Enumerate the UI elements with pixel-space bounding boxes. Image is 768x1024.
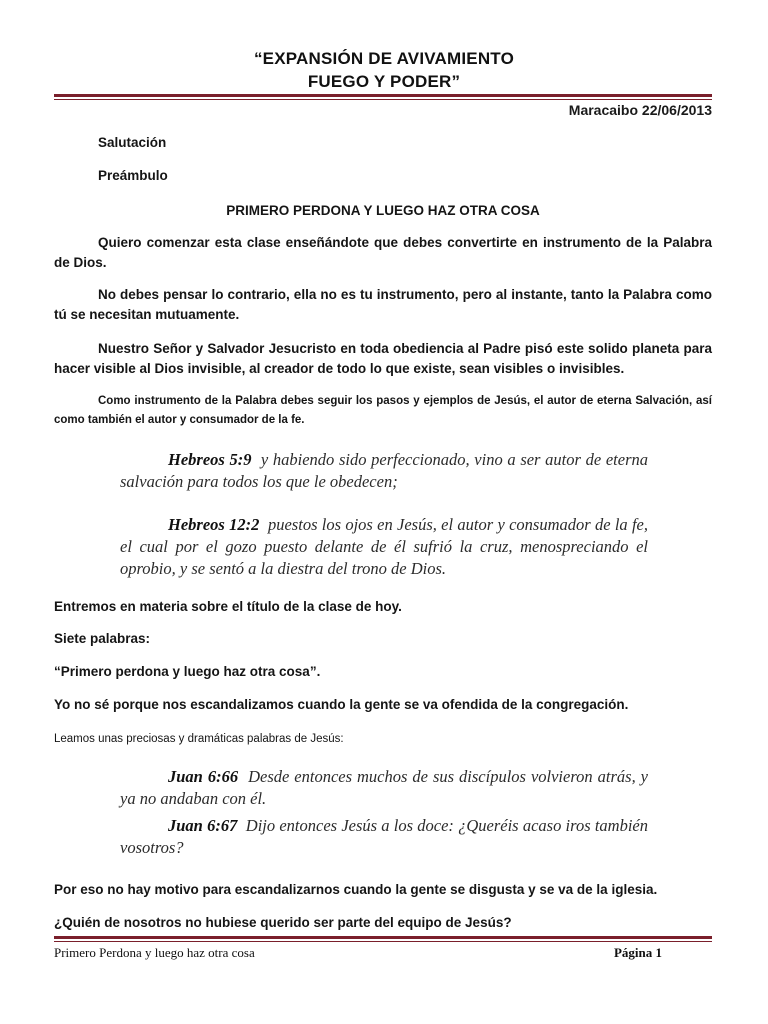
paragraph-9: Leamos unas preciosas y dramáticas palabras de Jesús: <box>54 733 344 745</box>
paragraph-5: Entremos en materia sobre el título de la clase de hoy. <box>54 599 402 614</box>
paragraph-6: Siete palabras: <box>54 631 151 646</box>
verse-reference: Hebreos 5:9 <box>168 450 252 469</box>
document-date: Maracaibo 22/06/2013 <box>568 102 712 118</box>
verse-hebreos-5-9 <box>120 449 648 493</box>
paragraph-7: “Primero perdona y luego haz otra cosa”. <box>54 664 321 679</box>
verse-text: puestos los ojos en Jesús, el autor y consumador de la fe, el cual por el gozo puesto delante de él sufrió la cruz, menospreciando el oprobio, y se sentó a la diestra del trono de Dios. <box>120 515 648 578</box>
footer-document-title: Primero Perdona y luego haz otra cosa <box>54 945 255 960</box>
paragraph-1: Quiero comenzar esta clase enseñándote que debes convertirte en instrumento de la Palabra de Dios. <box>54 235 712 270</box>
header-rule <box>54 94 712 100</box>
preambulo-label: Preámbulo <box>98 168 168 183</box>
verse-juan-6-67 <box>120 815 648 859</box>
section-title: PRIMERO PERDONA Y LUEGO HAZ OTRA COSA <box>226 203 540 218</box>
paragraph-4: Como instrumento de la Palabra debes seguir los pasos y ejemplos de Jesús, el autor de eterna Salvación, así como también el autor y consumador de la fe. <box>54 395 712 426</box>
footer-rule <box>54 936 712 942</box>
verse-reference: Hebreos 12:2 <box>168 515 260 534</box>
verse-text: Dijo entonces Jesús a los doce: ¿Queréis acaso iros también vosotros? <box>120 816 648 857</box>
paragraph-11: ¿Quién de nosotros no hubiese querido ser parte del equipo de Jesús? <box>54 915 512 930</box>
verse-reference: Juan 6:66 <box>168 767 239 786</box>
title-line-1: “EXPANSIÓN DE AVIVAMIENTO <box>253 49 515 68</box>
salutacion-label: Salutación <box>98 135 167 150</box>
paragraph-3: Nuestro Señor y Salvador Jesucristo en toda obediencia al Padre pisó este solido planeta para hacer visible al Dios invisible, al creador de todo lo que existe, sean visibles o invisibles. <box>54 341 712 376</box>
footer-page-number: Página 1 <box>613 945 662 960</box>
document-title <box>0 47 768 93</box>
verse-reference: Juan 6:67 <box>168 816 238 835</box>
title-line-2: FUEGO Y PODER” <box>307 72 461 91</box>
verse-juan-6-66 <box>120 766 648 810</box>
verse-hebreos-12-2 <box>120 514 648 580</box>
paragraph-10: Por eso no hay motivo para escandalizarnos cuando la gente se disgusta y se va de la iglesia. <box>54 882 658 897</box>
verse-text: Desde entonces muchos de sus discípulos volvieron atrás, y ya no andaban con él. <box>120 767 649 808</box>
paragraph-8: Yo no sé porque nos escandalizamos cuando la gente se va ofendida de la congregación. <box>54 697 629 712</box>
verse-text: y habiendo sido perfeccionado, vino a ser autor de eterna salvación para todos los que le obedecen; <box>120 450 648 491</box>
paragraph-2: No debes pensar lo contrario, ella no es tu instrumento, pero al instante, tanto la Palabra como tú se necesitan mutuamente. <box>54 287 712 322</box>
